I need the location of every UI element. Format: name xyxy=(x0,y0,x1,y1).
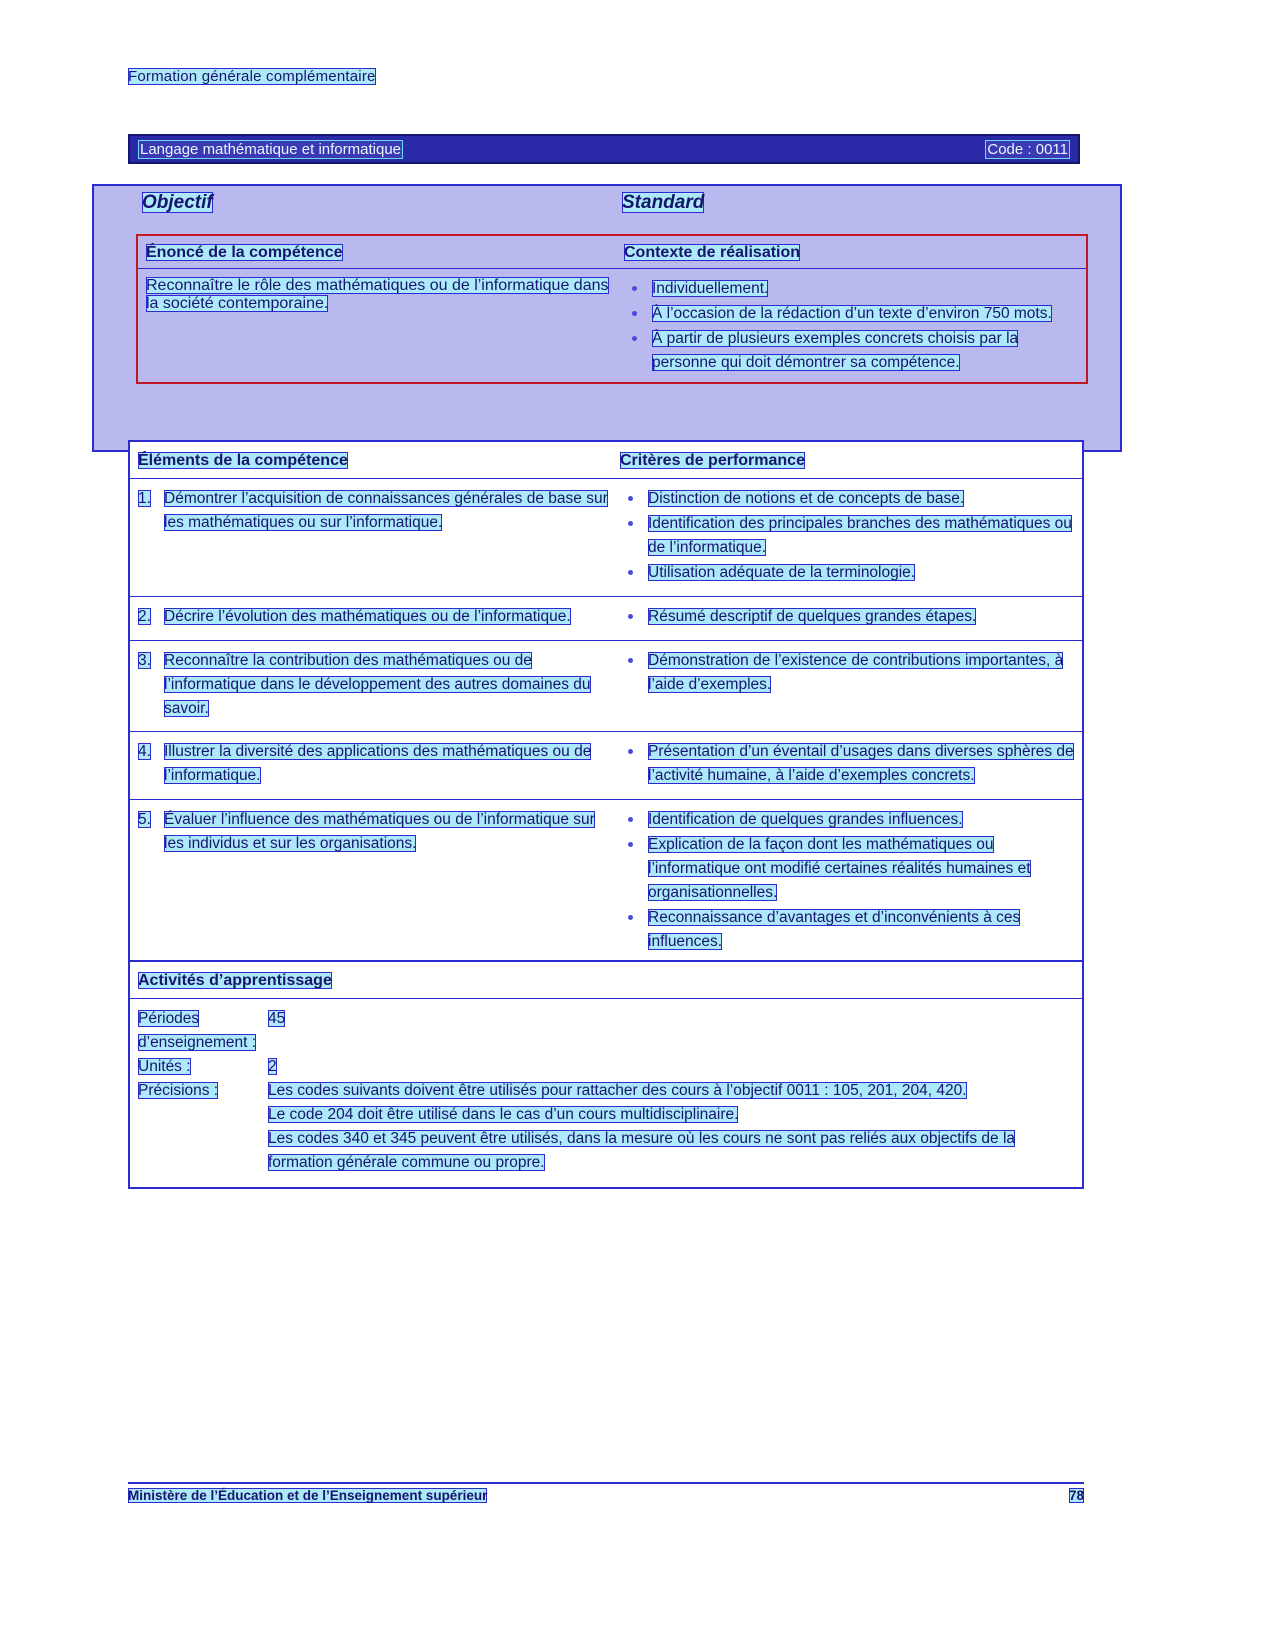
criteria-list xyxy=(620,740,1076,788)
element-text: Démontrer l’acquisition de connaissances générales de base sur les mathématiques ou sur l’informatique. xyxy=(164,490,608,532)
objectif-heading: Objectif xyxy=(142,192,213,213)
criterion-text: Démonstration de l’existence de contributions importantes, à l’aide d’exemples. xyxy=(648,652,1064,694)
footer-page-number: 78 xyxy=(1068,1488,1084,1503)
units-label: Unités : xyxy=(138,1058,191,1076)
section-label: Formation générale complémentaire xyxy=(128,68,376,85)
element-text: Évaluer l’influence des mathématiques ou de l’informatique sur les individus et sur les organisations. xyxy=(164,811,595,853)
element-number: 5. xyxy=(138,811,151,829)
list-item xyxy=(624,327,1078,375)
list-item xyxy=(620,487,1076,511)
criteria-list xyxy=(620,649,1076,697)
table-row xyxy=(130,731,1082,799)
criterion-text: Reconnaissance d’avantages et d’inconvénients à ces influences. xyxy=(648,909,1021,951)
document-section-header xyxy=(128,68,376,85)
precision-text: Le code 204 doit être utilisé dans le cas d’un cours multidisciplinaire. xyxy=(268,1106,739,1124)
table-header-row xyxy=(138,236,1086,269)
table-row xyxy=(130,596,1082,640)
objective-standard-headings xyxy=(142,192,1092,214)
periods-value: 45 xyxy=(268,1010,286,1027)
list-item xyxy=(624,277,1078,301)
activities-heading-row xyxy=(130,962,1082,999)
standard-heading: Standard xyxy=(622,192,705,213)
criteria-list xyxy=(620,808,1076,954)
page-footer xyxy=(128,1482,1084,1503)
table-row xyxy=(130,799,1082,965)
activities-body xyxy=(130,999,1082,1187)
criterion-text: Identification des principales branches des mathématiques ou de l’informatique. xyxy=(648,515,1072,557)
criterion-text: Présentation d’un éventail d’usages dans diverses sphères de l’activité humaine, à l’aide d’exemples concrets. xyxy=(648,743,1074,785)
list-item xyxy=(620,833,1076,905)
context-list xyxy=(624,277,1078,375)
periods-line xyxy=(138,1007,1074,1055)
footer-ministry: Ministère de l’Éducation et de l’Enseignement supérieur xyxy=(128,1488,488,1503)
context-item-text: Individuellement. xyxy=(652,280,769,297)
list-item xyxy=(620,808,1076,832)
list-item xyxy=(620,561,1076,585)
list-item xyxy=(620,740,1076,788)
precision-text: Les codes suivants doivent être utilisés pour rattacher des cours à l’objectif 0011 : 105, 201, 204, 420. xyxy=(268,1082,967,1100)
list-item xyxy=(620,605,1076,629)
element-number: 2. xyxy=(138,608,151,626)
context-item-text: À l’occasion de la rédaction d’un texte d’environ 750 mots. xyxy=(652,305,1052,323)
objective-standard-block xyxy=(92,184,1122,452)
context-item-text: À partir de plusieurs exemples concrets choisis par la personne qui doit démontrer sa compétence. xyxy=(652,330,1019,372)
precision-text: Les codes 340 et 345 peuvent être utilisés, dans la mesure où les cours ne sont pas reliés aux objectifs de la formation générale commune ou propre. xyxy=(268,1130,1016,1172)
units-value: 2 xyxy=(268,1058,277,1076)
element-number: 3. xyxy=(138,652,151,670)
elements-criteria-table xyxy=(128,440,1084,967)
criterion-text: Identification de quelques grandes influences. xyxy=(648,811,963,829)
table-row xyxy=(130,478,1082,596)
competency-context-table xyxy=(136,234,1088,384)
criteria-list xyxy=(620,605,1076,629)
criteria-list xyxy=(620,487,1076,585)
periods-label: Périodes d’enseignement : xyxy=(138,1010,257,1052)
criteria-heading: Critères de performance xyxy=(620,452,805,469)
footer-content xyxy=(128,1488,1084,1503)
element-text: Illustrer la diversité des applications des mathématiques ou de l’informatique. xyxy=(164,743,592,785)
precision-paragraph xyxy=(268,1079,1074,1103)
list-item xyxy=(620,649,1076,697)
list-item xyxy=(620,512,1076,560)
table-row xyxy=(138,269,1086,382)
learning-activities-table xyxy=(128,960,1084,1189)
contexte-heading: Contexte de réalisation xyxy=(624,244,801,261)
competency-title-bar xyxy=(128,134,1080,164)
table-header-row xyxy=(130,442,1082,478)
element-text: Décrire l’évolution des mathématiques ou de l’informatique. xyxy=(164,608,571,626)
table-row xyxy=(130,640,1082,731)
precisions-line xyxy=(138,1079,1074,1175)
footer-divider xyxy=(128,1482,1084,1484)
element-text: Reconnaître la contribution des mathématiques ou de l’informatique dans le développement des autres domaines du savoir. xyxy=(164,652,591,718)
list-item xyxy=(620,906,1076,954)
criterion-text: Utilisation adéquate de la terminologie. xyxy=(648,564,916,582)
competency-title: Langage mathématique et informatique xyxy=(140,140,402,158)
precisions-label: Précisions : xyxy=(138,1082,219,1100)
criterion-text: Explication de la façon dont les mathématiques ou l’informatique ont modifié certaines réalités humaines et organisationnelles. xyxy=(648,836,1031,902)
criterion-text: Résumé descriptif de quelques grandes étapes. xyxy=(648,608,977,626)
elements-heading: Éléments de la compétence xyxy=(138,452,348,469)
precision-paragraph xyxy=(268,1103,1074,1127)
activities-heading: Activités d’apprentissage xyxy=(138,972,332,989)
competency-statement: Reconnaître le rôle des mathématiques ou de l’informatique dans la société contemporaine. xyxy=(146,277,609,312)
units-line xyxy=(138,1055,1074,1079)
competency-code: Code : 0011 xyxy=(987,140,1068,158)
list-item xyxy=(624,302,1078,326)
precision-paragraph xyxy=(268,1127,1074,1175)
enonce-heading: Énoncé de la compétence xyxy=(146,244,343,261)
element-number: 1. xyxy=(138,490,151,507)
element-number: 4. xyxy=(138,743,151,761)
criterion-text: Distinction de notions et de concepts de base. xyxy=(648,490,965,507)
